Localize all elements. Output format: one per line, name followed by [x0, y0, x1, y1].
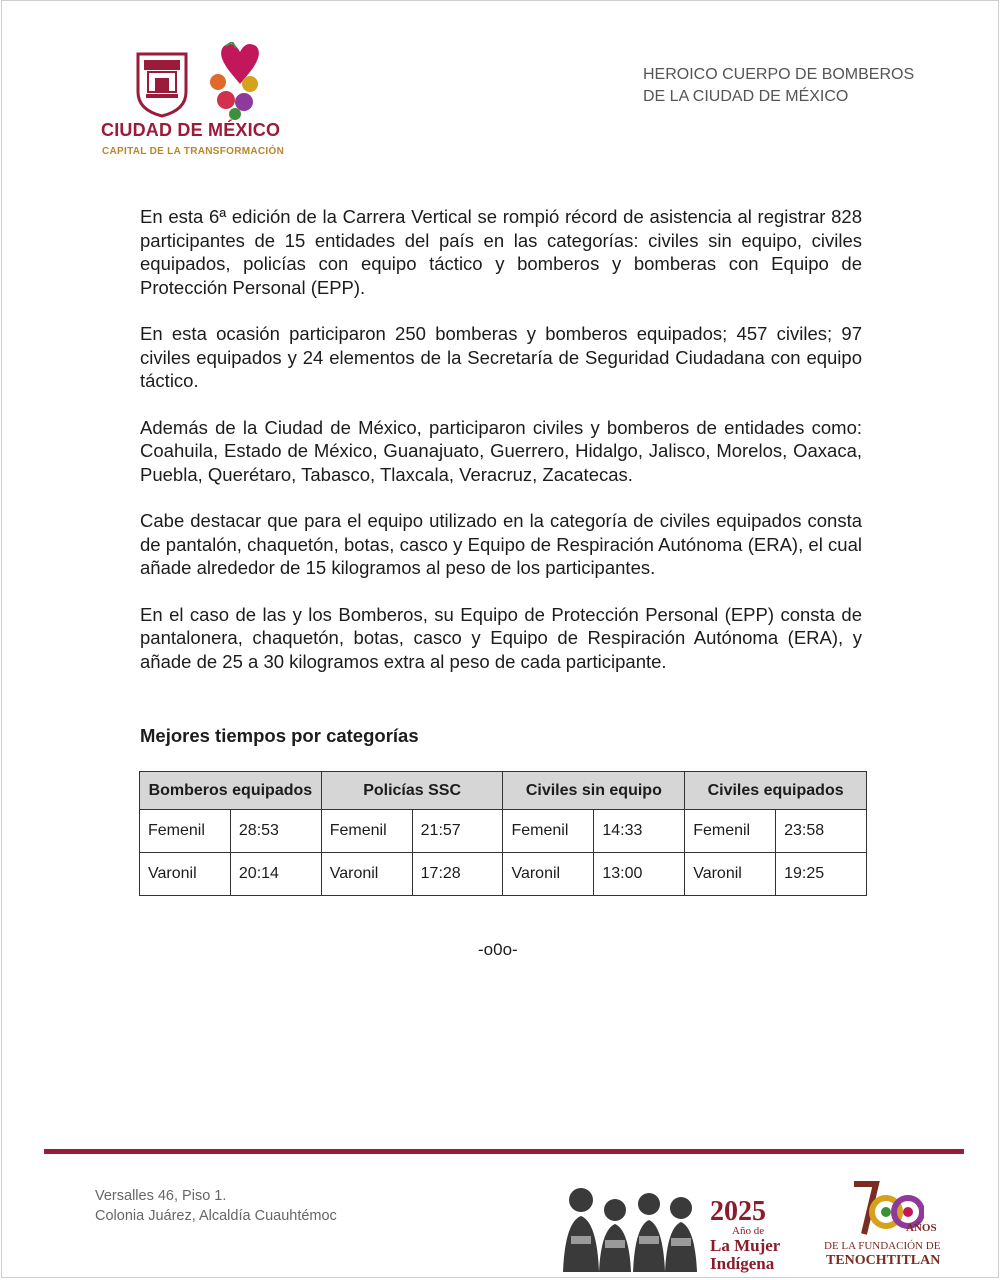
- coat-of-arms-icon: [100, 42, 290, 122]
- year-badge-line-2: La Mujer: [710, 1236, 781, 1255]
- section-title: Mejores tiempos por categorías: [140, 725, 419, 746]
- table-header-row: [140, 772, 867, 810]
- table-cell: Varonil: [685, 853, 776, 896]
- closing-mark: -o0o-: [478, 940, 518, 959]
- anniversary-years-label: AÑOS: [906, 1222, 937, 1234]
- table-row: [140, 853, 867, 896]
- paragraph: En esta ocasión participaron 250 bomberas y bomberos equipados; 457 civiles; 97 civiles equipados y 24 elementos de la Secretaría de Seguridad Ciudadana con equipo táctico.: [140, 323, 862, 391]
- best-times-table: [139, 771, 867, 896]
- anniversary-logo: [822, 1180, 952, 1276]
- address-line-1: Versalles 46, Piso 1.: [95, 1188, 227, 1204]
- organization-line-1: HEROICO CUERPO DE BOMBEROS: [643, 66, 915, 83]
- document-body: [140, 205, 862, 696]
- table-header-cell: Policías SSC: [321, 772, 503, 810]
- table-cell: 13:00: [594, 853, 685, 896]
- paragraph: Cabe destacar que para el equipo utilizado en la categoría de civiles equipados consta de pantalón, chaquetón, botas, casco y Equipo de Respiración Autónoma (ERA), el cual añade alrededor de 15 kilogramos al peso de los participantes.: [140, 510, 862, 578]
- table-cell: 17:28: [412, 853, 503, 896]
- table-cell: Varonil: [321, 853, 412, 896]
- brand-name: CIUDAD DE MÉXICO: [101, 120, 281, 140]
- table-cell: 23:58: [776, 810, 867, 853]
- table-header-cell: Civiles sin equipo: [503, 772, 685, 810]
- address: [95, 1186, 337, 1226]
- table-cell: 20:14: [230, 853, 321, 896]
- brand-tagline: CAPITAL DE LA TRANSFORMACIÓN: [102, 146, 285, 157]
- table-cell: 28:53: [230, 810, 321, 853]
- table-cell: 21:57: [412, 810, 503, 853]
- table-header-cell: Civiles equipados: [685, 772, 867, 810]
- table-row: [140, 810, 867, 853]
- year-badge-line-1: Año de: [732, 1225, 765, 1237]
- paragraph: En el caso de las y los Bomberos, su Equipo de Protección Personal (EPP) consta de pantalonera, chaquetón, botas, casco y Equipo de Respiración Autónoma (ERA), y añade de 25 a 30 kilogramos extra al peso de cada participante.: [140, 603, 862, 672]
- organization-name: [643, 64, 914, 108]
- table-cell: Femenil: [321, 810, 412, 853]
- address-line-2: Colonia Juárez, Alcaldía Cuauhtémoc: [95, 1208, 337, 1224]
- year-badge-line-3: Indígena: [710, 1254, 775, 1273]
- table-cell: Femenil: [140, 810, 231, 853]
- cdmx-logo: [100, 42, 290, 162]
- year-badge: [710, 1198, 790, 1273]
- table-cell: Femenil: [685, 810, 776, 853]
- table-cell: 19:25: [776, 853, 867, 896]
- year-number: 2025: [710, 1196, 766, 1227]
- anniversary-line-2: TENOCHTITLAN: [826, 1253, 941, 1268]
- table-cell: Femenil: [503, 810, 594, 853]
- paragraph: En esta 6ª edición de la Carrera Vertical se rompió récord de asistencia al registrar 828 participantes de 15 entidades del país en las categorías: civiles sin equipo, civiles equipados, policías con equipo táctico y bomberos y bomberas con Equipo de Protección Personal (EPP).: [140, 206, 862, 298]
- organization-line-2: DE LA CIUDAD DE MÉXICO: [643, 88, 849, 105]
- indigenous-women-illustration: [553, 1176, 705, 1272]
- table-cell: 14:33: [594, 810, 685, 853]
- footer-divider: [44, 1149, 964, 1154]
- table-header-cell: Bomberos equipados: [140, 772, 322, 810]
- table-cell: Varonil: [140, 853, 231, 896]
- paragraph: Además de la Ciudad de México, participaron civiles y bomberos de entidades como: Coahuila, Estado de México, Guanajuato, Guerrero, Hidalgo, Jalisco, Morelos, Oaxaca, Puebla, Querétaro, Tabasco, Tlaxcala, Veracruz, Zacatecas.: [140, 416, 862, 485]
- table-cell: Varonil: [503, 853, 594, 896]
- anniversary-line-1: DE LA FUNDACIÓN DE: [824, 1240, 941, 1252]
